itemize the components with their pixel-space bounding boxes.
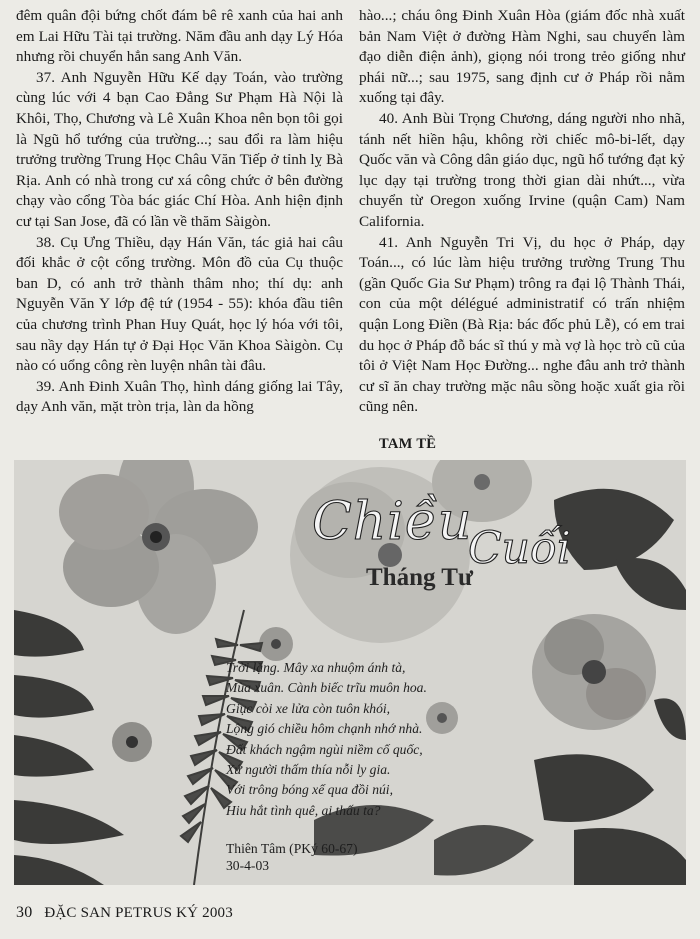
leaf-left: [14, 610, 124, 885]
poem-line: Giục còi xe lửa còn tuôn khói,: [226, 700, 391, 716]
flower-small-left: [112, 722, 152, 762]
right-column: [359, 6, 685, 454]
publication-name: ĐẶC SAN PETRUS KÝ 2003: [44, 905, 233, 921]
poem-line: Với trông bóng xế qua đồi núi,: [226, 782, 393, 798]
paragraph: 38. Cụ Ưng Thiều, dạy Hán Văn, tác giả hai câu đối khắc ở cột cổng trường. Môn đồ của Cụ thuộc ban D, có anh trở thành thâm nho; thí dụ: anh Nguyễn Văn Y lớp đệ tứ (1954 - 55): khóa đầu tiên của chương trình Phan Huy Quát, học lý hóa với tôi, sau nầy dạy Hán tự ở Đại Học Văn Khoa Sàigòn. Cụ nào có uổng công rèn luyện nhân tài đâu.: [16, 233, 343, 375]
paragraph: 37. Anh Nguyễn Hữu Kế dạy Toán, vào trường cùng lúc với 4 bạn Cao Đẳng Sư Phạm Hà Nội là Khôi, Thọ, Chương và Lê Xuân Khoa nên bọn tôi gọi là Ngũ hổ tướng của trường...; sau đổi ra làm hiệu trưởng trường Trung Học Châu Văn Tiếp ở tỉnh lỵ Bà Rịa. Anh có nhà trong cư xá công chức ở bên đường chạy vào cổng Tòa bác giác Chí Hòa. Anh hiện định cư tại San Jose, đã có lần về thăm Sàigòn.: [16, 68, 343, 230]
poem-date: 30-4-03: [226, 858, 270, 873]
flower-small-center: [259, 627, 293, 661]
flower-right: [532, 614, 656, 730]
leaf-top-right: [554, 489, 686, 610]
page-number: 30: [16, 904, 33, 921]
paragraph: hào...; cháu ông Đinh Xuân Hòa (giám đốc nhà xuất bản Nam Việt ở đường Hàm Nghi, sau chuyển làm đạo diễn điện ảnh), giọng nói trong trẻo giống như phái nữ...; sau 1975, sang định cư ở Pháp rồi nằm xuống tại đây.: [359, 7, 685, 107]
poem-line: Mùa xuân. Cành biếc trĩu muôn hoa.: [226, 680, 427, 696]
poem-title-line2: Cuối: [468, 523, 571, 574]
poem-attribution: [226, 840, 358, 874]
poem-line: Xứ người thấm thía nỗi ly gia.: [226, 762, 391, 778]
paragraph: đêm quân đội bứng chốt đám bê rê xanh của hai anh em Lai Hữu Tài tại trường. Năm đầu anh dạy Lý Hóa nhưng rồi chuyển hẳn sang Anh Văn.: [16, 7, 343, 66]
poem-line: Hiu hắt tình quê, ai thấu ta?: [226, 802, 381, 818]
flower-top-left: [59, 460, 258, 634]
page-footer: [16, 904, 233, 922]
poem-body: [226, 658, 427, 821]
paragraph: 41. Anh Nguyễn Tri Vị, du học ở Pháp, dạy Toán..., có lúc làm hiệu trưởng trường Trung Thu (gần Quốc Gia Sư Phạm) trông ra đại lộ Thành Thái, con của một délégué administratif có trấn nhiệm quận Long Điền (Bà Rịa: bác đốc phủ Lễ), có em trai du học ở Pháp đỗ bác sĩ thú y mà vợ là học trò cũ của tôi ở Việt Nam Học Đường... nghe đâu anh trở thành cư sĩ ăn chay trường mặc nâu sồng hoặc xuất gia rồi cũng nên.: [359, 233, 685, 416]
poem-subtitle: Tháng Tư: [366, 564, 473, 591]
paragraph: 39. Anh Đinh Xuân Thọ, hình dáng giống lai Tây, dạy Anh văn, mặt tròn trịa, làn da hồng: [16, 377, 343, 416]
flower-small-mid: [426, 702, 458, 734]
author-signature: TAM TỀ: [379, 435, 437, 452]
poem-line: Đất khách ngậm ngùi niềm cố quốc,: [226, 741, 423, 757]
poem-author: Thiên Tâm (PKý 60-67): [226, 841, 358, 856]
left-column: [16, 6, 343, 418]
paragraph: 40. Anh Bùi Trọng Chương, dáng người nho nhã, tánh nết hiền hậu, không rời chiếc mô-bi-lết, dạy Quốc văn và Công dân giáo dục, ngũ hổ tướng đạt kỷ lục dạy tại trường trong thời gian dài nhứt..., vừa chuyển từ Oregon xuống Irvine (quận Cam) Nam California.: [359, 109, 685, 230]
poem-line: Lộng gió chiều hôm chạnh nhớ nhà.: [226, 721, 423, 737]
poem-line: Trời lặng. Mây xa nhuộm ánh tà,: [226, 660, 406, 675]
poem-title-line1: Chiều: [312, 492, 473, 552]
